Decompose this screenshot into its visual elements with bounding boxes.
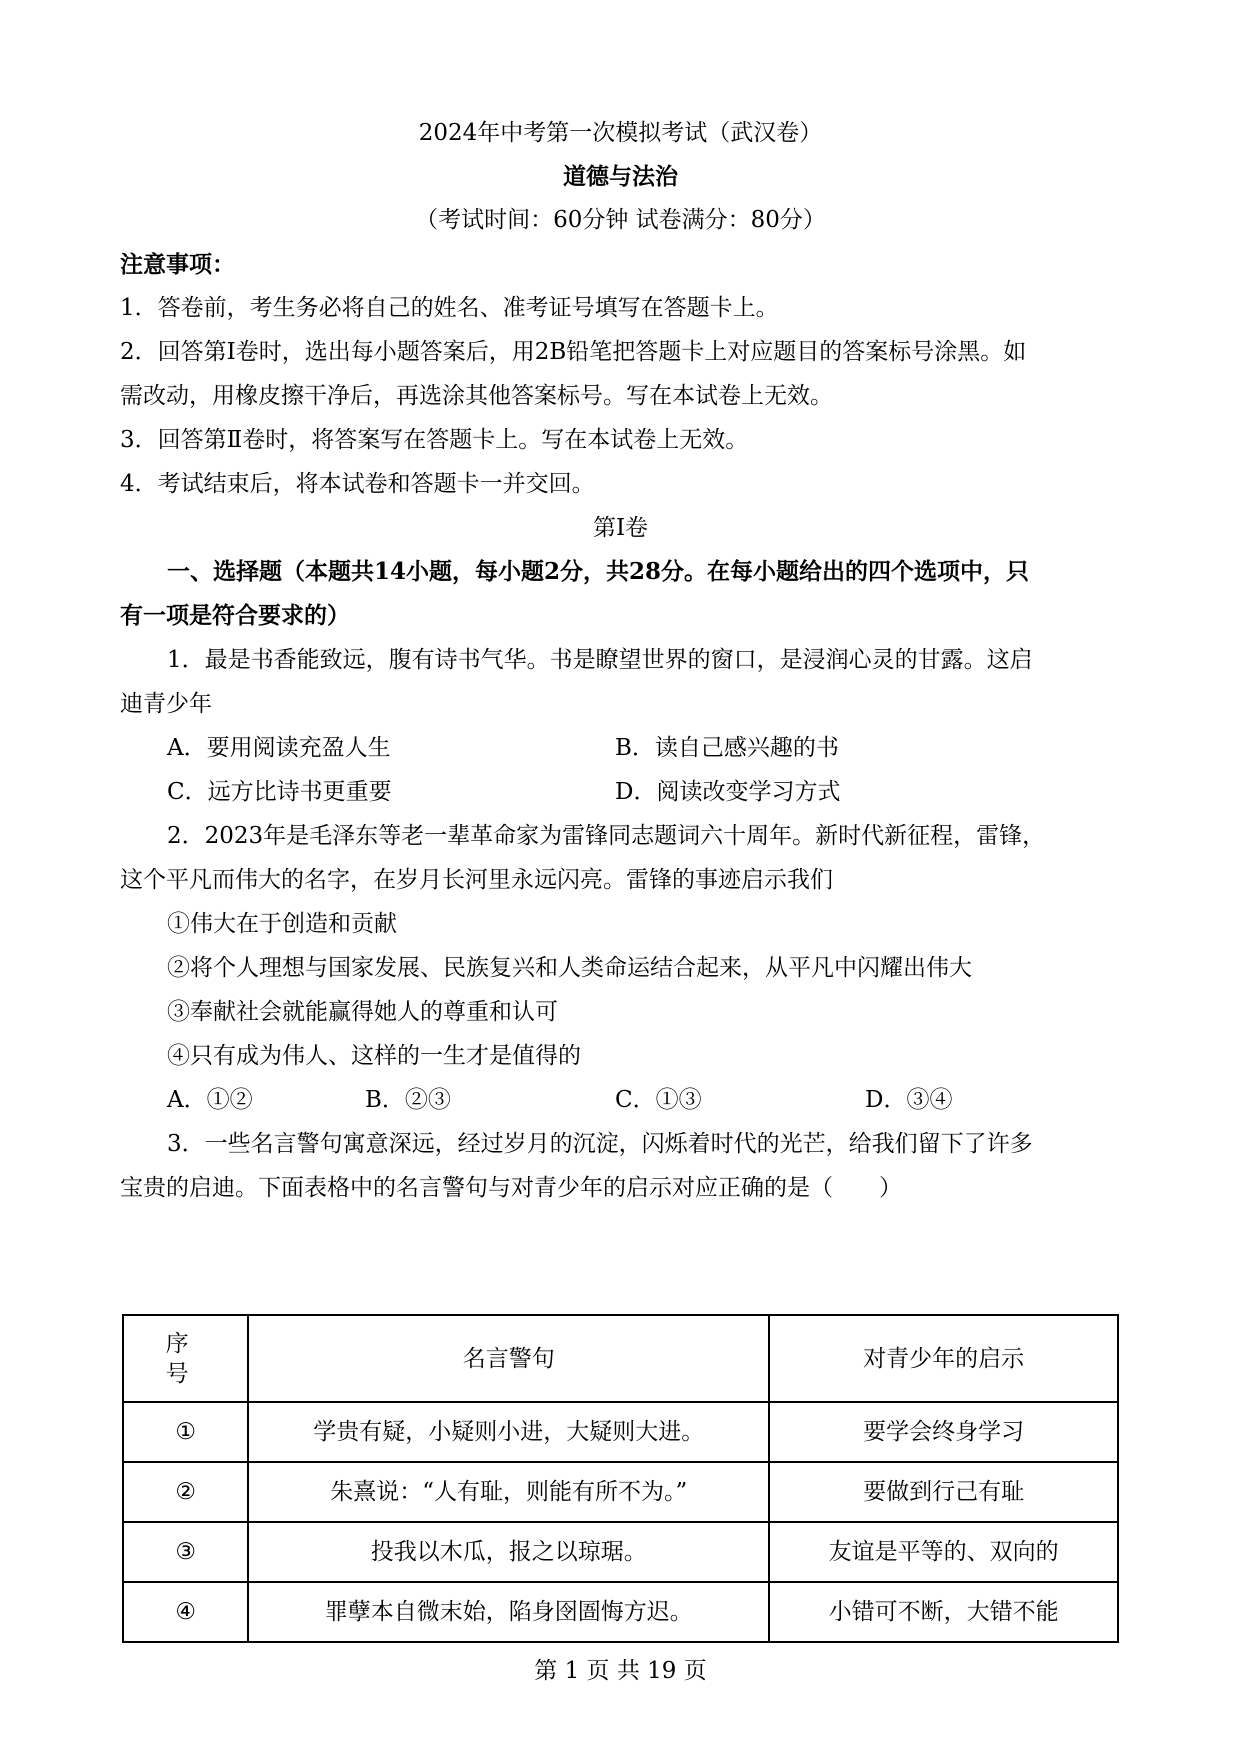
notice-item: 3．回答第Ⅱ卷时，将答案写在答题卡上。写在本试卷上无效。: [120, 427, 749, 453]
option-c: C．远方比诗书更重要: [167, 779, 392, 805]
cell-quote: 朱熹说：“人有耻，则能有所不为。”: [248, 1462, 769, 1522]
cell-insight: 友谊是平等的、双向的: [769, 1522, 1118, 1582]
page-number: 第 1 页 共 19 页: [534, 1658, 707, 1684]
header-cell-quote: 名言警句: [248, 1315, 769, 1402]
statement: ③奉献社会就能赢得她人的尊重和认可: [167, 999, 558, 1025]
cell-quote: 投我以木瓜，报之以琼琚。: [248, 1522, 769, 1582]
option-a: A．①②: [167, 1087, 253, 1113]
notice-heading: 注意事项：: [120, 251, 235, 278]
cell-seq: ③: [123, 1522, 248, 1582]
exam-title: 2024年中考第一次模拟考试（武汉卷）: [418, 120, 823, 146]
table-row: [123, 1462, 1118, 1522]
question-stem: 3．一些名言警句寓意深远，经过岁月的沉淀，闪烁着时代的光芒，给我们留下了许多: [167, 1131, 1033, 1157]
option-d: D．③④: [865, 1087, 953, 1113]
cell-seq: ②: [123, 1462, 248, 1522]
section-heading: 一、选择题（本题共14小题，每小题2分，共28分。在每小题给出的四个选项中，只: [167, 558, 1030, 585]
option-b: B．②③: [365, 1087, 451, 1113]
notice-item: 需改动，用橡皮擦干净后，再选涂其他答案标号。写在本试卷上无效。: [120, 383, 833, 409]
cell-seq: ④: [123, 1582, 248, 1642]
cell-quote: 学贵有疑，小疑则小进，大疑则大进。: [248, 1402, 769, 1462]
volume-title: 第Ⅰ卷: [592, 515, 649, 541]
table-row: [123, 1522, 1118, 1582]
header-cell-insight: 对青少年的启示: [769, 1315, 1118, 1402]
cell-insight: 要学会终身学习: [769, 1402, 1118, 1462]
option-c: C．①③: [615, 1087, 702, 1113]
subject-title: 道德与法治: [563, 163, 678, 190]
table-row: [123, 1402, 1118, 1462]
question-stem: 这个平凡而伟大的名字，在岁月长河里永远闪亮。雷锋的事迹启示我们: [120, 867, 833, 893]
option-d: D．阅读改变学习方式: [615, 779, 841, 805]
option-a: A．要用阅读充盈人生: [167, 735, 391, 761]
notice-item: 4．考试结束后，将本试卷和答题卡一并交回。: [120, 471, 595, 497]
notice-item: 2．回答第Ⅰ卷时，选出每小题答案后，用2B铅笔把答题卡上对应题目的答案标号涂黑。如: [120, 339, 1027, 365]
table-row: [123, 1582, 1118, 1642]
question-stem: 宝贵的启迪。下面表格中的名言警句与对青少年的启示对应正确的是（ ）: [120, 1175, 902, 1201]
option-b: B．读自己感兴趣的书: [615, 735, 839, 761]
cell-insight: 小错可不断，大错不能: [769, 1582, 1118, 1642]
statement: ④只有成为伟人、这样的一生才是值得的: [167, 1043, 581, 1069]
quote-table: [122, 1314, 1119, 1643]
cell-seq: ①: [123, 1402, 248, 1462]
question-stem: 迪青少年: [120, 691, 212, 717]
header-cell-seq: 序号: [123, 1315, 248, 1402]
question-stem: 2．2023年是毛泽东等老一辈革命家为雷锋同志题词六十周年。新时代新征程，雷锋，: [167, 823, 1046, 849]
table-header-row: [123, 1315, 1118, 1402]
notice-item: 1．答卷前，考生务必将自己的姓名、准考证号填写在答题卡上。: [120, 295, 779, 321]
question-stem: 1．最是书香能致远，腹有诗书气华。书是瞭望世界的窗口，是浸润心灵的甘露。这启: [167, 647, 1033, 673]
section-heading: 有一项是符合要求的）: [120, 602, 350, 629]
statement: ②将个人理想与国家发展、民族复兴和人类命运结合起来，从平凡中闪耀出伟大: [167, 955, 972, 981]
statement: ①伟大在于创造和贡献: [167, 911, 397, 937]
cell-quote: 罪孽本自微末始，陷身囹圄悔方迟。: [248, 1582, 769, 1642]
exam-info: （考试时间：60分钟 试卷满分：80分）: [415, 207, 826, 233]
cell-insight: 要做到行己有耻: [769, 1462, 1118, 1522]
